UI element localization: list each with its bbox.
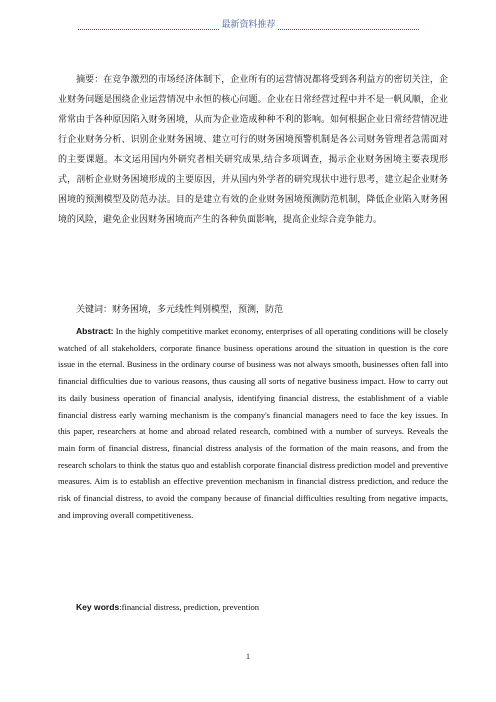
abstract-zh [58,70,448,230]
keywords-en-text: :financial distress, prediction, prevention [119,602,260,612]
abstract-en [58,323,448,523]
abstract-en-text: In the highly competitive market economy, enterprises of all operating conditions will be closely watched of all stakeholders, corporate finance business operations around the situation in question is the core issue in the eternal. Business in the ordinary course of business was not always smooth, businesses often fall into financial difficulties due to various reasons, thus causing all sorts of negative business impact. How to carry out its daily business operation of financial analysis, identifying financial distress, the establishment of a viable financial distress early warning mechanism is the company's financial managers need to face the key issues. In this paper, researchers at home and abroad related research, combined with a number of surveys. Reveals the main form of financial distress, financial distress analysis of the formation of the main reasons, and from the research scholars to think the status quo and establish corporate financial distress prediction model and preventive measures. Aim is to establish an effective prevention mechanism in financial distress prediction, and reduce the risk of financial distress, to avoid the company because of financial difficulties resulting from negative impacts, and improving overall competitiveness. [58,326,448,520]
abstract-zh-label: 摘要： [76,75,104,85]
keywords-en-label: Key words [76,602,120,612]
header-label: 最新资料推荐 [221,20,276,30]
abstract-zh-text: 在竞争激烈的市场经济体制下，企业所有的运营情况都将受到各利益方的密切关注，企业财务问题是围绕企业运营情况中永恒的核心问题。企业在日常经营过程中并不是一帆风顺，企业常常由于各种原因陷入财务困境，从而为企业造成种种不利的影响。如何根据企业日常经营情况进行企业财务分析、识别企业财务困境、建立可行的财务困境预警机制是各公司财务管理者急需面对的主要课题。本文运用国内外研究者相关研究成果,结合多项调查，揭示企业财务困境主要表现形式，剖析企业财务困境形成的主要原因，并从国内外学者的研究现状中进行思考，建立起企业财务困境的预测模型及防范办法。目的是建立有效的企业财务困境预测防范机制，降低企业陷入财务困境的风险，避免企业因财务困境而产生的各种负面影响，提高企业综合竞争能力。 [58,75,448,225]
page-number: 1 [246,652,250,661]
keywords-en [58,599,448,616]
page-header [78,20,419,34]
keywords-zh [58,300,448,320]
keywords-zh-text: 财务困境，多元线性判别模型，预测，防范 [112,305,284,315]
abstract-en-label: Abstract: [76,326,114,336]
keywords-zh-label: 关键词： [76,305,113,315]
